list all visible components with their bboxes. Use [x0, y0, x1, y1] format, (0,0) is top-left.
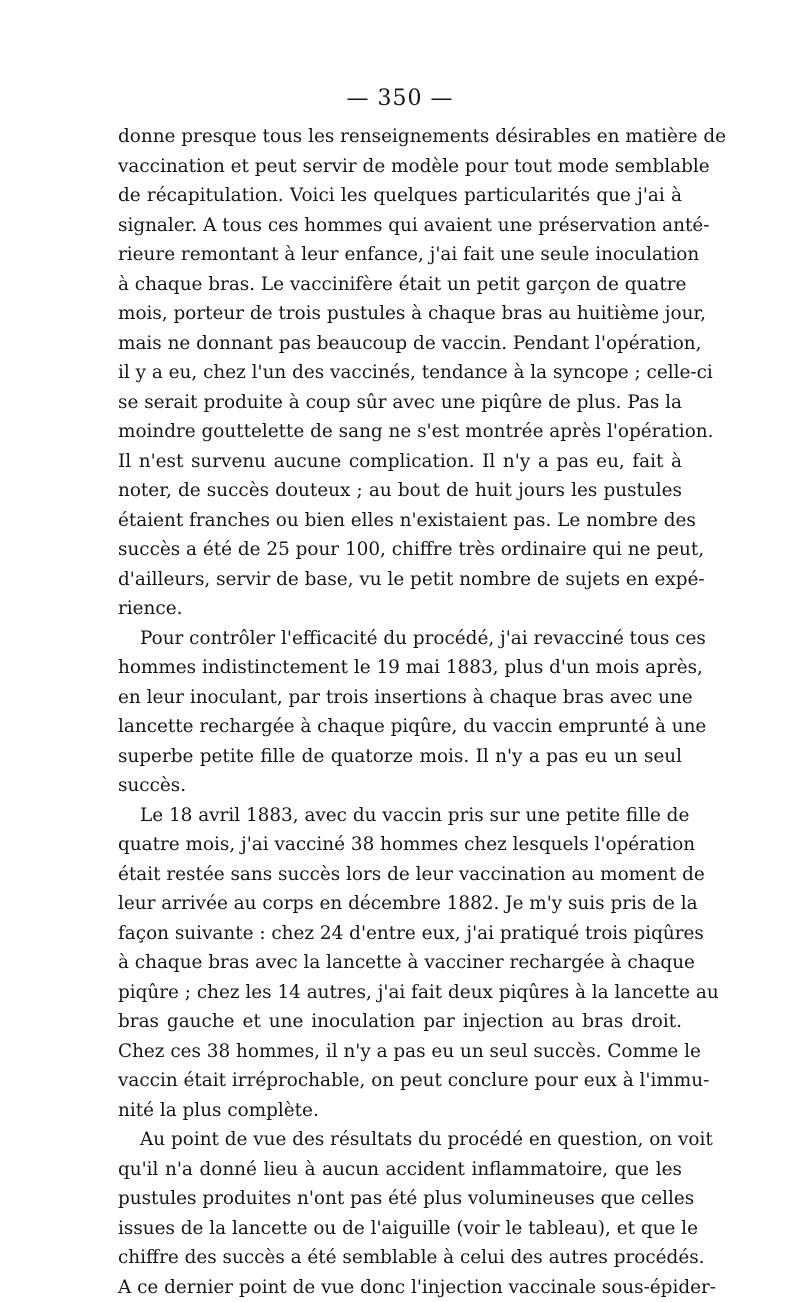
- paragraph-first-line: Pour contrôler l'efficacité du procédé, j'ai revacciné tous ces: [118, 624, 682, 654]
- text-line: chiffre des succès a été semblable à celui des autres procédés.: [118, 1243, 682, 1273]
- body-text: [118, 122, 682, 1302]
- text-line: se serait produite à coup sûr avec une piqûre de plus. Pas la: [118, 388, 682, 418]
- text-line: hommes indistinctement le 19 mai 1883, plus d'un mois après,: [118, 653, 682, 683]
- text-line: piqûre ; chez les 14 autres, j'ai fait deux piqûres à la lancette au: [118, 978, 682, 1008]
- text-line: qu'il n'a donné lieu à aucun accident inflammatoire, que les: [118, 1155, 682, 1185]
- page-number: — 350 —: [0, 86, 800, 111]
- paragraph-first-line: Au point de vue des résultats du procédé en question, on voit: [118, 1125, 682, 1155]
- text-line: issues de la lancette ou de l'aiguille (voir le tableau), et que le: [118, 1214, 682, 1244]
- text-line: Chez ces 38 hommes, il n'y a pas eu un seul succès. Comme le: [118, 1037, 682, 1067]
- text-line: succès a été de 25 pour 100, chiffre très ordinaire qui ne peut,: [118, 535, 682, 565]
- text-line: pustules produites n'ont pas été plus volumineuses que celles: [118, 1184, 682, 1214]
- text-line: A ce dernier point de vue donc l'injection vaccinale sous-épider-: [118, 1273, 682, 1302]
- paragraph-first-line: Le 18 avril 1883, avec du vaccin pris sur une petite fille de: [118, 801, 682, 831]
- text-line: il y a eu, chez l'un des vaccinés, tendance à la syncope ; celle-ci: [118, 358, 682, 388]
- text-line: leur arrivée au corps en décembre 1882. Je m'y suis pris de la: [118, 889, 682, 919]
- text-line: mais ne donnant pas beaucoup de vaccin. Pendant l'opération,: [118, 329, 682, 359]
- text-line: superbe petite fille de quatorze mois. Il n'y a pas eu un seul: [118, 742, 682, 772]
- text-line: moindre gouttelette de sang ne s'est montrée après l'opération.: [118, 417, 682, 447]
- text-line: nité la plus complète.: [118, 1096, 682, 1126]
- text-line: d'ailleurs, servir de base, vu le petit nombre de sujets en expé-: [118, 565, 682, 595]
- text-line: était restée sans succès lors de leur vaccination au moment de: [118, 860, 682, 890]
- text-line: mois, porteur de trois pustules à chaque bras au huitième jour,: [118, 299, 682, 329]
- text-line: à chaque bras avec la lancette à vacciner rechargée à chaque: [118, 948, 682, 978]
- text-line: rience.: [118, 594, 682, 624]
- text-line: en leur inoculant, par trois insertions à chaque bras avec une: [118, 683, 682, 713]
- text-line: étaient franches ou bien elles n'existaient pas. Le nombre des: [118, 506, 682, 536]
- text-line: bras gauche et une inoculation par injection au bras droit.: [118, 1007, 682, 1037]
- text-line: façon suivante : chez 24 d'entre eux, j'ai pratiqué trois piqûres: [118, 919, 682, 949]
- text-line: donne presque tous les renseignements désirables en matière de: [118, 122, 682, 152]
- text-line: à chaque bras. Le vaccinifère était un petit garçon de quatre: [118, 270, 682, 300]
- text-line: quatre mois, j'ai vacciné 38 hommes chez lesquels l'opération: [118, 830, 682, 860]
- text-line: de récapitulation. Voici les quelques particularités que j'ai à: [118, 181, 682, 211]
- text-line: vaccin était irréprochable, on peut conclure pour eux à l'immu-: [118, 1066, 682, 1096]
- text-line: Il n'est survenu aucune complication. Il n'y a pas eu, fait à: [118, 447, 682, 477]
- text-line: succès.: [118, 771, 682, 801]
- text-line: vaccination et peut servir de modèle pour tout mode semblable: [118, 152, 682, 182]
- text-line: lancette rechargée à chaque piqûre, du vaccin emprunté à une: [118, 712, 682, 742]
- text-line: noter, de succès douteux ; au bout de huit jours les pustules: [118, 476, 682, 506]
- text-line: signaler. A tous ces hommes qui avaient une préservation anté-: [118, 211, 682, 241]
- text-line: rieure remontant à leur enfance, j'ai fait une seule inoculation: [118, 240, 682, 270]
